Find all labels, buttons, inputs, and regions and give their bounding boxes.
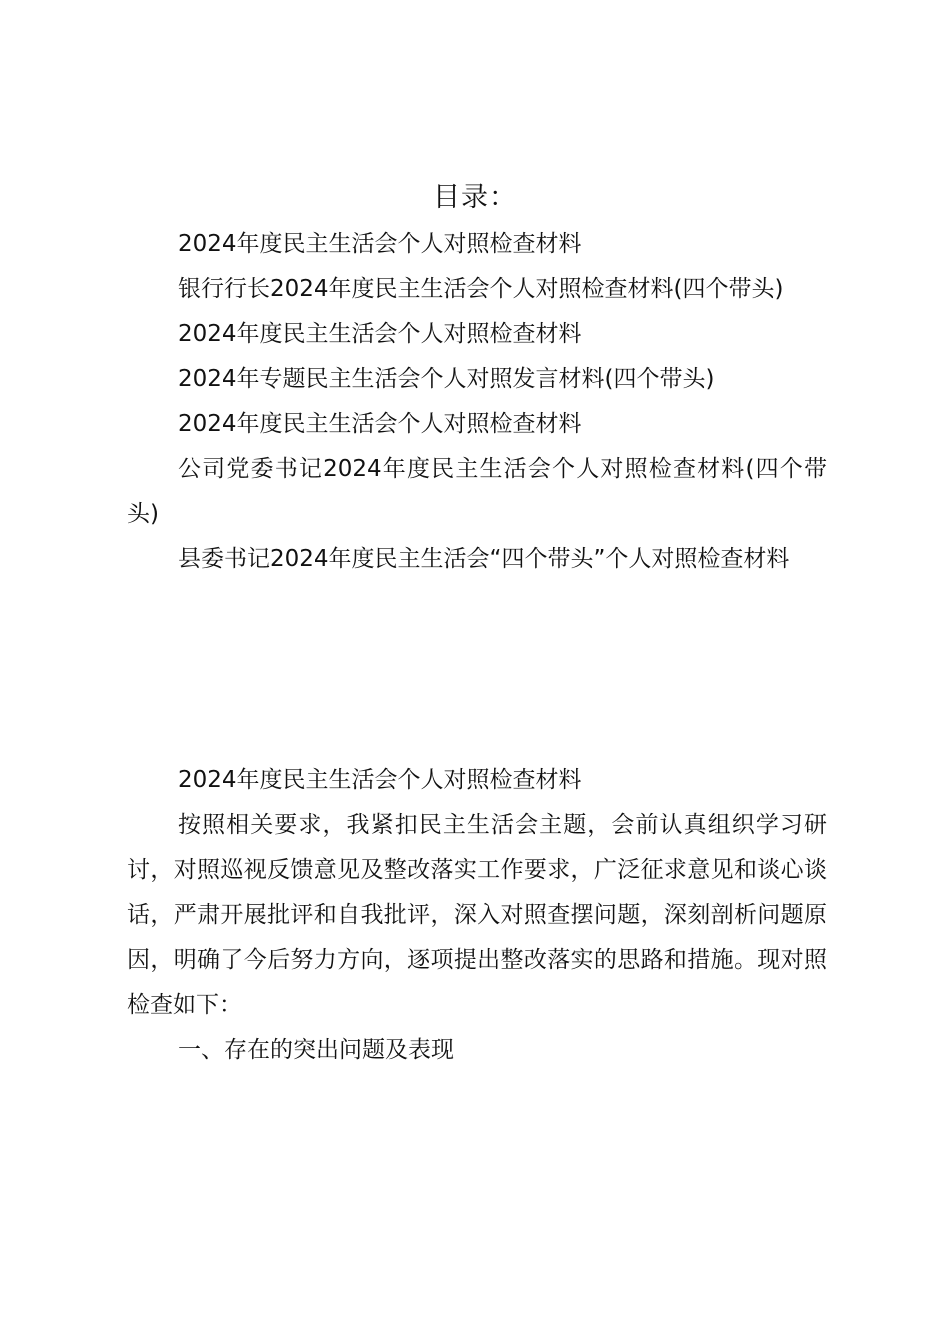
toc-item: 2024年专题民主生活会个人对照发言材料(四个带头) — [178, 366, 715, 392]
document-body — [127, 758, 827, 1073]
toc-item: 2024年度民主生活会个人对照检查材料 — [178, 231, 582, 257]
section-heading: 一、存在的突出问题及表现 — [178, 1037, 454, 1063]
intro-paragraph: 按照相关要求，我紧扣民主生活会主题，会前认真组织学习研讨，对照巡视反馈意见及整改落实工作要求，广泛征求意见和谈心谈话，严肃开展批评和自我批评，深入对照查摆问题，深刻剖析问题原因，明确了今后努力方向，逐项提出整改落实的思路和措施。现对照检查如下： — [127, 812, 827, 1018]
toc-item: 银行行长2024年度民主生活会个人对照检查材料(四个带头) — [178, 276, 784, 302]
table-of-contents — [127, 222, 827, 582]
toc-title: 目录： — [433, 182, 517, 213]
toc-item: 2024年度民主生活会个人对照检查材料 — [178, 321, 582, 347]
toc-item: 县委书记2024年度民主生活会“四个带头”个人对照检查材料 — [178, 546, 790, 572]
section-title: 2024年度民主生活会个人对照检查材料 — [178, 767, 582, 793]
toc-item: 2024年度民主生活会个人对照检查材料 — [178, 411, 582, 437]
toc-item: 公司党委书记2024年度民主生活会个人对照检查材料(四个带头) — [127, 456, 827, 527]
